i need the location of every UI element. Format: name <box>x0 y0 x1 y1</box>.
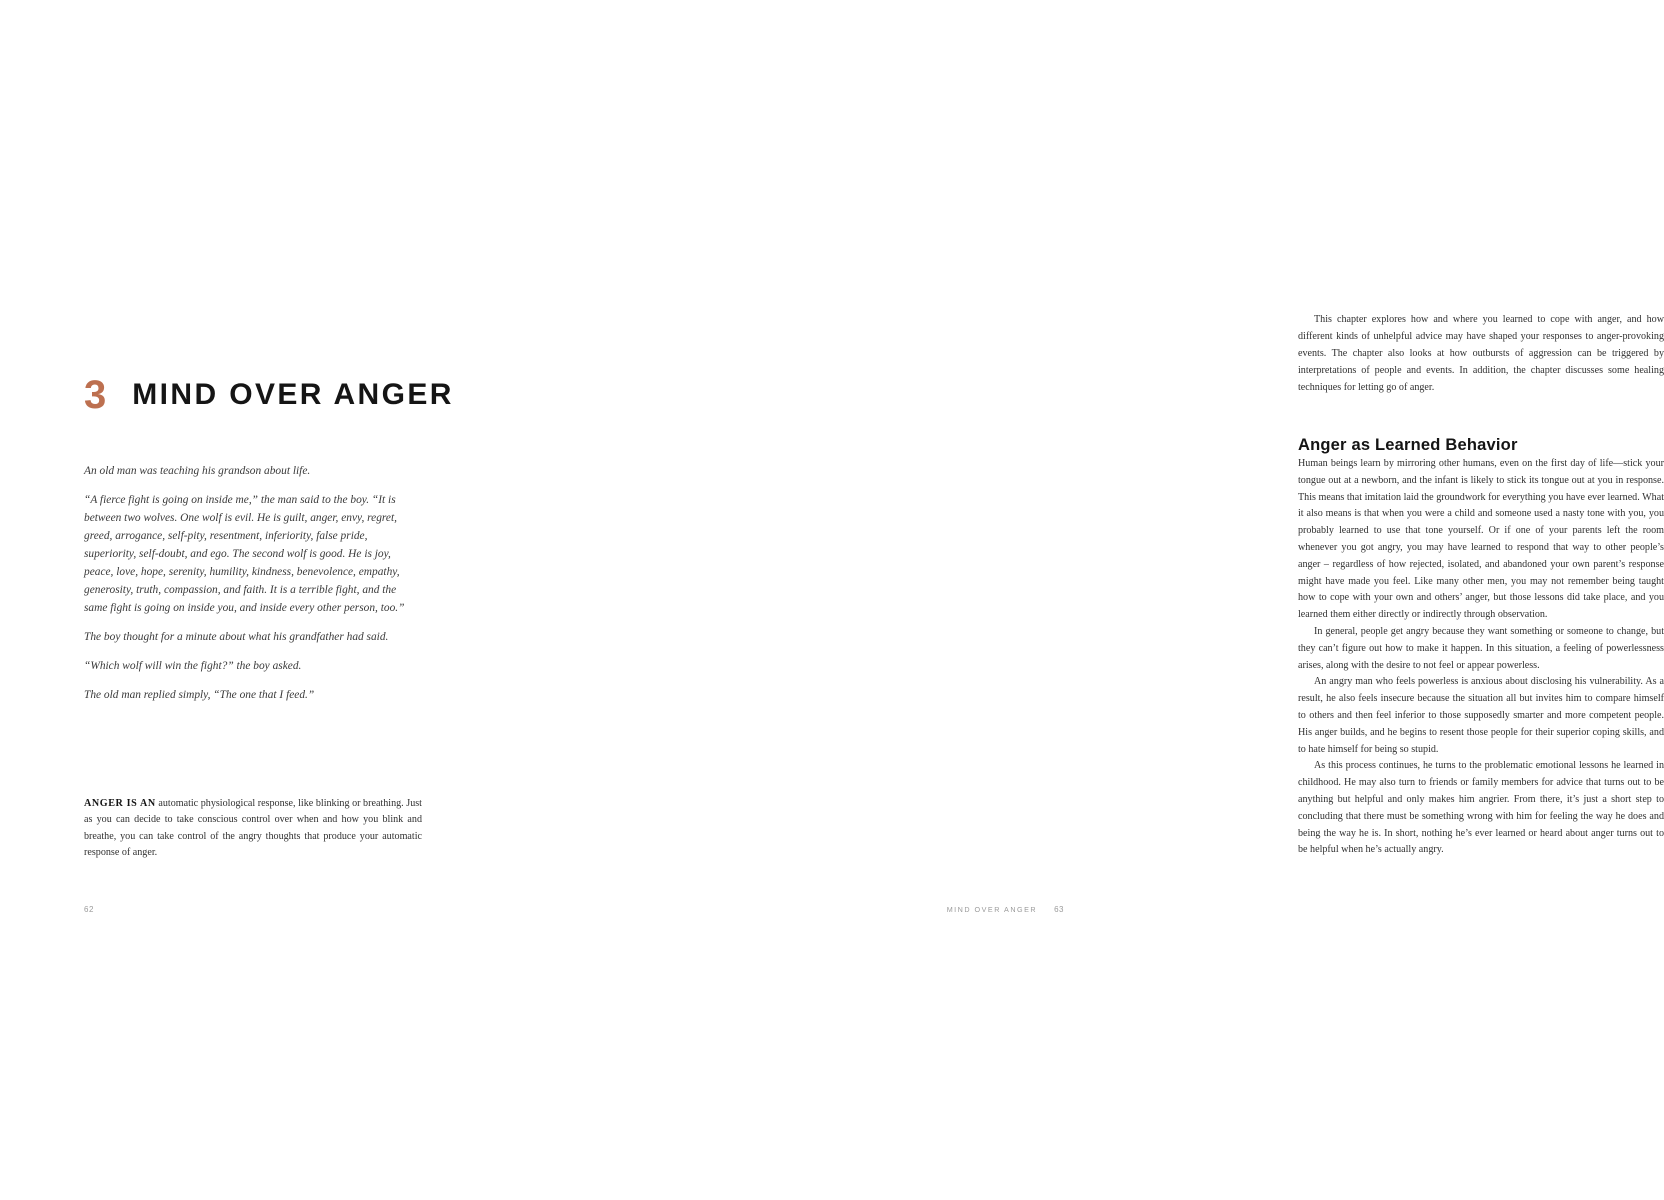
body-paragraph: As this process continues, he turns to the problematic emotional lessons he learned in childhood. He may also turn to friends or family members for advice that turns out to be anything but helpful and only makes him angrier. From there, it’s just a short step to concluding that there must be something wrong with him for feeling the way he does and being the way he is. In short, nothing he’s ever learned or heard about anger turns out to be helpful when he’s actually angry. <box>1298 760 1664 856</box>
epigraph-line-5: The old man replied simply, “The one that I feed.” <box>84 689 315 702</box>
chapter-number: 3 <box>84 373 107 418</box>
body-paragraph: Human beings learn by mirroring other humans, even on the first day of life—stick your tongue out at a newborn, and the infant is likely to stick its tongue out at you in response. This means that imitation laid the groundwork for everything you have ever learned. What it also means is that when you were a child and someone used a nasty tone with you, you probably learned to use that tone yourself. Or if one of your parents left the room whenever you got angry, you may have learned to respond that way to other people’s anger – regardless of how rejected, isolated, and abandoned your own parent’s response might have made you feel. Like many other men, you may not remember being taught how to cope with your own and others’ anger, but those lessons did take place, and you learned them either directly or indirectly through observation. <box>1298 458 1664 621</box>
opening-paragraph-lead-in: ANGER IS AN <box>84 798 156 810</box>
running-head: MIND OVER ANGER <box>946 905 1038 914</box>
opening-paragraph-body: automatic physiological response, like blinking or breathing. Just as you can decide to take conscious control over when and how you blink and breathe, you can take control of the angry thoughts that produce your automatic response of anger. <box>84 798 422 859</box>
epigraph-line-3: The boy thought for a minute about what his grandfather had said. <box>84 631 389 644</box>
body-paragraph: An angry man who feels powerless is anxious about disclosing his vulnerability. As a result, he also feels insecure because the situation all but invites him to compare himself to others and then feel inferior to those supposedly smarter and more competent people. His anger builds, and he begins to resent those people for their superior coping skills, and to hate himself for being so stupid. <box>1298 676 1664 755</box>
epigraph-line-4: “Which wolf will win the fight?” the boy asked. <box>84 660 302 673</box>
chapter-intro-paragraph: This chapter explores how and where you learned to cope with anger, and how different kinds of unhelpful advice may have shaped your responses to anger-provoking events. The chapter also looks at how outbursts of aggression can be triggered by interpretations of people and events. In addition, the chapter discusses some healing techniques for letting go of anger. <box>1298 314 1664 393</box>
verso-page <box>0 0 600 1200</box>
page-number-recto: 63 <box>1054 905 1064 914</box>
epigraph-block <box>84 462 422 704</box>
recto-page <box>600 0 1664 1200</box>
chapter-title: MIND OVER ANGER <box>132 378 454 412</box>
recto-footer <box>947 905 1064 914</box>
section-heading: Anger as Learned Behavior <box>1298 435 1518 454</box>
epigraph-line-1: An old man was teaching his grandson about life. <box>84 465 311 477</box>
page-number-verso: 62 <box>84 905 94 914</box>
chapter-opener <box>84 360 504 430</box>
epigraph-line-2: “A fierce fight is going on inside me,” the man said to the boy. “It is between two wolves. One wolf is evil. He is guilt, anger, envy, regret, greed, arrogance, self-pity, resentment, inferiority, false pride, superiority, self-doubt, and ego. The second wolf is good. He is joy, peace, love, hope, serenity, humility, kindness, benevolence, empathy, generosity, truth, compassion, and faith. It is a terrible fight, and the same fight is going on inside you, and inside every other person, too.” <box>84 494 405 615</box>
body-paragraph: In general, people get angry because they want something or someone to change, but they can’t figure out how to make it happen. In this situation, a feeling of powerlessness arises, along with the desire to not feel or appear powerless. <box>1298 625 1664 671</box>
opening-paragraph <box>84 796 422 861</box>
body-column <box>1298 456 1664 859</box>
